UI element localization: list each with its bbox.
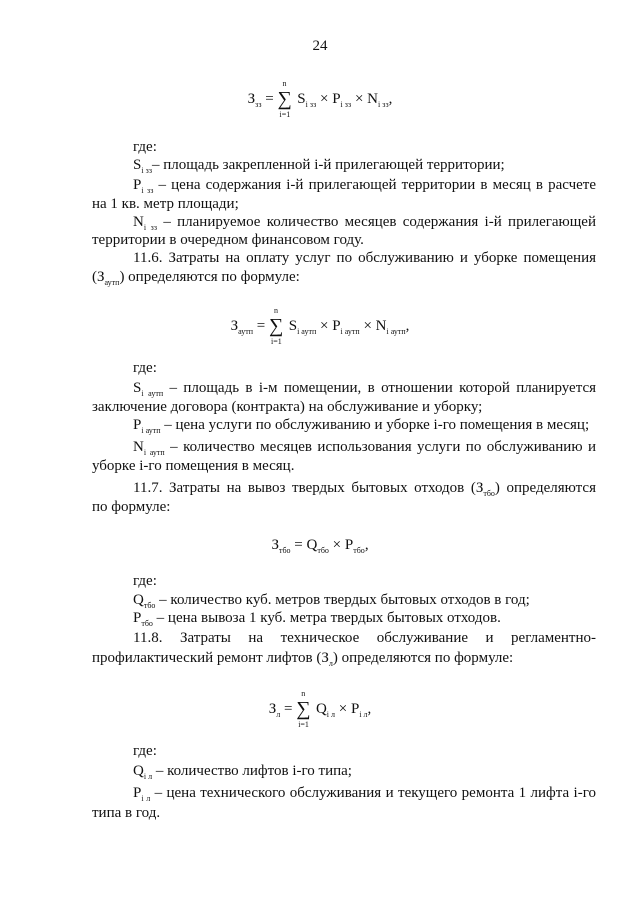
paragraph-11-8-cont (92, 651, 596, 666)
var: Q (133, 763, 144, 779)
sum-bottom: i=1 (298, 720, 309, 729)
var-sub: i зз (143, 223, 158, 232)
sum-symbol: n ∑ i=1 (277, 79, 292, 119)
formula-term-sub: i зз (378, 99, 389, 109)
formula-term: P (344, 537, 354, 554)
formula-term-sub: i л (359, 709, 368, 719)
var: P (133, 177, 142, 193)
definition-line (133, 178, 596, 193)
formula-eq: = (253, 317, 266, 334)
formula-lhs: З (268, 700, 277, 717)
paragraph-11-6-cont (92, 270, 596, 285)
definition-text: – количество лифтов i-го типа; (155, 763, 352, 779)
formula-term-sub: i аутп (297, 326, 317, 336)
para-text: ) определяются по формуле: (332, 650, 514, 666)
where-label: где: (133, 743, 157, 759)
var: P (133, 785, 142, 801)
definition-text: – планируемое количество месяцев содержания i-й прилегающей (163, 214, 596, 230)
formula-term-sub: тбо (353, 546, 365, 556)
definition-text: – цена вывоза 1 куб. метра твердых бытовых отходов. (156, 610, 501, 626)
var: P (133, 417, 142, 433)
formula-term: S (288, 317, 298, 334)
continuation-line: заключение договора (контракта) на обслуживание и уборку; (92, 399, 483, 415)
definition-text: – количество месяцев использования услуги по обслуживанию и (170, 439, 597, 455)
paragraph-11-7-cont: по формуле: (92, 499, 171, 515)
formula-term: P (350, 700, 360, 717)
var-sub: i зз (141, 186, 154, 195)
var: N (133, 214, 144, 230)
formula-lifts (0, 690, 640, 728)
formula-lhs: З (230, 317, 239, 334)
sum-symbol: n ∑ i=1 (296, 689, 311, 729)
continuation-line: территории в очередном финансовом году. (92, 232, 364, 248)
sum-top: n (282, 79, 287, 88)
formula-term: N (375, 317, 387, 334)
var-sub: аутп (104, 278, 120, 287)
formula-eq: = (280, 700, 293, 717)
continuation-line: уборке i-го помещения в месяц. (92, 458, 295, 474)
var-sub: i л (143, 772, 153, 781)
times-sign: × (316, 317, 333, 334)
definition-text: – цена содержания i-й прилегающей территории в месяц в расчете (158, 177, 597, 193)
definition-text: – площадь в i-м помещении, в отношении которой планируется (169, 380, 596, 396)
formula-term: P (332, 90, 341, 107)
times-sign: × (359, 317, 376, 334)
var-sub: тбо (141, 619, 153, 628)
var-sub: тбо (483, 489, 495, 498)
formula-term-sub: i аутп (340, 326, 360, 336)
formula-lhs: З (247, 90, 256, 107)
formula-end: , (405, 317, 410, 334)
definition-line (133, 158, 596, 173)
sum-symbol: n ∑ i=1 (268, 306, 284, 346)
formula-end: , (388, 90, 393, 107)
formula-term: N (367, 90, 378, 107)
para-text: ) определяются (494, 480, 596, 496)
definition-line (133, 786, 596, 801)
where-label: где: (133, 573, 157, 589)
times-sign: × (328, 537, 345, 554)
var: N (133, 439, 144, 455)
formula-lhs: З (271, 537, 279, 554)
var-sub: i аутп (141, 389, 164, 398)
para-text: профилактический ремонт лифтов (З (92, 650, 329, 666)
formula-autp (0, 307, 640, 345)
formula-term: Q (306, 537, 318, 554)
definition-line (133, 764, 596, 779)
definition-text: – цена услуги по обслуживанию и уборке i-го помещения в месяц; (164, 417, 590, 433)
var-sub: л (328, 659, 333, 668)
formula-lhs-sub: зз (255, 99, 262, 109)
formula-term-sub: i л (326, 709, 335, 719)
var-sub: тбо (143, 601, 156, 610)
var-sub: i аутп (141, 426, 161, 435)
definition-line (133, 381, 596, 396)
para-text: (З (92, 269, 105, 285)
formula-lhs-sub: аутп (238, 326, 254, 336)
sum-bottom: i=1 (279, 110, 291, 119)
continuation-line: на 1 кв. метр площади; (92, 196, 239, 212)
where-label: где: (133, 360, 157, 376)
var: S (133, 157, 142, 173)
var: Q (133, 592, 144, 608)
formula-term: Q (315, 700, 327, 717)
formula-tbo (0, 537, 640, 556)
definition-text: – количество куб. метров твердых бытовых отходов в год; (159, 592, 530, 608)
definition-line (133, 418, 596, 433)
var-sub: i зз (141, 166, 152, 175)
paragraph-11-7 (133, 481, 596, 496)
times-sign: × (316, 90, 333, 107)
definition-line (133, 611, 596, 626)
formula-eq: = (290, 537, 307, 554)
definition-line (133, 215, 596, 230)
definition-text: – площадь закрепленной i-й прилегающей территории; (151, 157, 505, 173)
paragraph-11-8: 11.8. Затраты на техническое обслуживание и регламентно- (133, 630, 596, 646)
sum-top: n (301, 689, 306, 698)
var: P (133, 610, 142, 626)
continuation-line: типа в год. (92, 805, 161, 821)
sum-bottom: i=1 (270, 337, 282, 346)
formula-term: P (332, 317, 341, 334)
formula-end: , (364, 537, 369, 554)
para-text: 11.7. Затраты на вывоз твердых бытовых отходов (З (133, 480, 484, 496)
times-sign: × (335, 700, 351, 717)
formula-lhs-sub: л (276, 709, 281, 719)
formula-term: S (297, 90, 306, 107)
sum-top: n (273, 306, 278, 315)
formula-term-sub: i аутп (386, 326, 406, 336)
definition-text: – цена технического обслуживания и текущего ремонта 1 лифта i-го (154, 785, 596, 801)
paragraph-11-6: 11.6. Затраты на оплату услуг по обслуживанию и уборке помещения (133, 250, 596, 266)
para-text: ) определяются по формуле: (119, 269, 300, 285)
where-label: где: (133, 139, 157, 155)
formula-eq: = (261, 90, 274, 107)
formula-zz (0, 80, 640, 118)
var-sub: i л (141, 794, 151, 803)
times-sign: × (351, 90, 368, 107)
definition-line (133, 440, 596, 455)
formula-term-sub: тбо (317, 546, 329, 556)
definition-line (133, 593, 596, 608)
formula-term-sub: i зз (305, 99, 317, 109)
var: S (133, 380, 142, 396)
var-sub: i аутп (143, 448, 165, 457)
formula-end: , (367, 700, 372, 717)
formula-lhs-sub: тбо (278, 546, 291, 556)
formula-term-sub: i зз (340, 99, 352, 109)
page-number: 24 (312, 38, 328, 54)
